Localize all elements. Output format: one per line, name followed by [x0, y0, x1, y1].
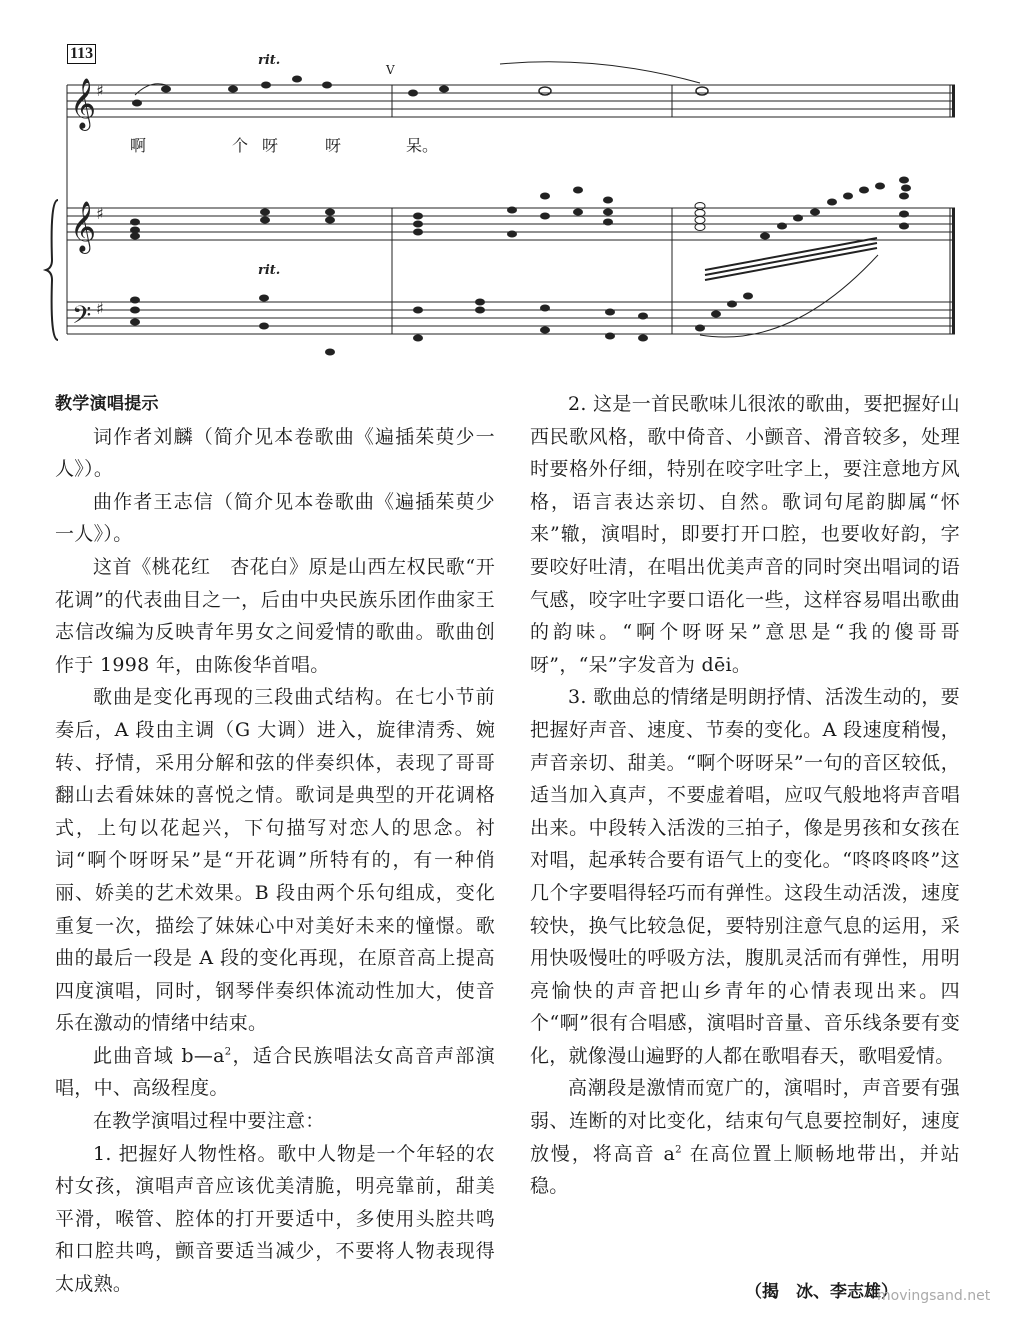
svg-text:♯: ♯: [96, 299, 104, 318]
paragraph-range: 此曲音域 $b—a^2$，适合民族唱法女高音声部演唱，中、高级程度。: [55, 1044, 495, 1100]
paragraph-background: 这首《桃花红 杏花白》原是山西左权民歌“开花调”的代表曲目之一，后由中央民族乐团作曲家王志信改编为反映青年男女之间爱情的歌曲。歌曲创作于 1998 年，由陈俊华首唱。: [55, 555, 495, 676]
staff-notation: [0, 0, 1030, 380]
paragraph-lyricist: 词作者刘麟（简介见本卷歌曲《遍插茱萸少一人》）。: [55, 425, 495, 481]
paragraph-composer: 曲作者王志信（简介见本卷歌曲《遍插茱萸少一人》）。: [55, 490, 495, 546]
lyric-syllable: 呆。: [406, 136, 439, 155]
left-column: [55, 388, 495, 1301]
svg-text:♯: ♯: [96, 204, 104, 223]
svg-text:V: V: [386, 63, 395, 77]
right-column: [530, 388, 960, 1203]
measure-number: 113: [67, 44, 96, 64]
svg-text:𝄞: 𝄞: [70, 78, 97, 129]
svg-text:𝄞: 𝄞: [70, 201, 97, 252]
paragraph-structure: 歌曲是变化再现的三段曲式结构。在七小节前奏后，A 段由主调（G 大调）进入，旋律清秀、婉转、抒情，采用分解和弦的伴奏织体，表现了哥哥翻山去看妹妹的喜悦之情。歌词是典型的开花调格式，上句以花起兴，下句描写对恋人的思念。衬词“啊个呀呀呆”是“开花调”所特有的，有一种俏丽、娇美的艺术效果。B 段由两个乐句组成，变化重复一次，描绘了妹妹心中对美好未来的憧憬。歌曲的最后一段是 A 段的变化再现，在原音高上提高四度演唱，同时，钢琴伴奏织体流动性加大，使音乐在激动的情绪中结束。: [55, 686, 495, 1035]
paragraph-notice-intro: 在教学演唱过程中要注意：: [93, 1110, 325, 1133]
paragraph-point-3: 3. 歌曲总的情绪是明朗抒情、活泼生动的，要把握好声音、速度、节奏的变化。A 段速度稍慢，声音亲切、甜美。“啊个呀呀呆”一句的音区较低，适当加入真声，不要虚着唱，应叹气般地将声音唱出来。中段转入活泼的三拍子，像是男孩和女孩在对唱，起承转合要有语气上的变化。“咚咚咚咚”这几个字要唱得轻巧而有弹性。这段生动活泼，速度较快，换气比较急促，要特别注意气息的运用，采用快吸慢吐的呼吸方法，腹肌灵活而有弹性，用明亮愉快的声音把山乡青年的心情表现出来。四个“啊”很有合唱感，演唱时音量、音乐线条要有变化，就像漫山遍野的人都在歌唱春天，歌唱爱情。: [530, 686, 960, 1067]
section-heading: 教学演唱提示: [55, 394, 159, 414]
svg-text:𝄢: 𝄢: [72, 301, 92, 336]
lyric-syllable: 个: [232, 136, 249, 155]
lyric-syllable: 啊: [130, 136, 147, 155]
authors-credit: （揭 冰、李志雄）: [745, 1282, 898, 1302]
watermark: movingsand.net: [877, 1288, 991, 1304]
svg-text:rit.: rit.: [258, 263, 281, 278]
svg-text:♯: ♯: [96, 81, 104, 100]
paragraph-point-1: 1. 把握好人物性格。歌中人物是一个年轻的农村女孩，演唱声音应该优美清脆，明亮靠前，甜美平滑，喉管、腔体的打开要适中，多使用头腔共鸣和口腔共鸣，颤音要适当减少，不要将人物表现得太成熟。: [55, 1142, 495, 1296]
paragraph-point-2: 2. 这是一首民歌味儿很浓的歌曲，要把握好山西民歌风格，歌中倚音、小颤音、滑音较多，处理时要格外仔细，特别在咬字吐字上，要注意地方风格，语言表达亲切、自然。歌词句尾韵脚属“怀来”辙，演唱时，即要打开口腔，也要收好韵，字要咬好吐清，在唱出优美声音的同时突出唱词的语气感，咬字吐字要口语化一些，这样容易唱出歌曲的韵味。“啊个呀呀呆”意思是“我的傻哥哥呀”，“呆”字发音为 dēi。: [530, 393, 960, 676]
paragraph-climax: 高潮段是激情而宽广的，演唱时，声音要有强弱、连断的对比变化，结束句气息要控制好，速度放慢，将高音 $a^2$ 在高位置上顺畅地带出，并站稳。: [530, 1077, 960, 1198]
svg-text:rit.: rit.: [258, 53, 281, 68]
lyric-syllable: 呀: [262, 136, 279, 155]
lyric-syllable: 呀: [325, 136, 342, 155]
music-score: [0, 0, 1030, 380]
